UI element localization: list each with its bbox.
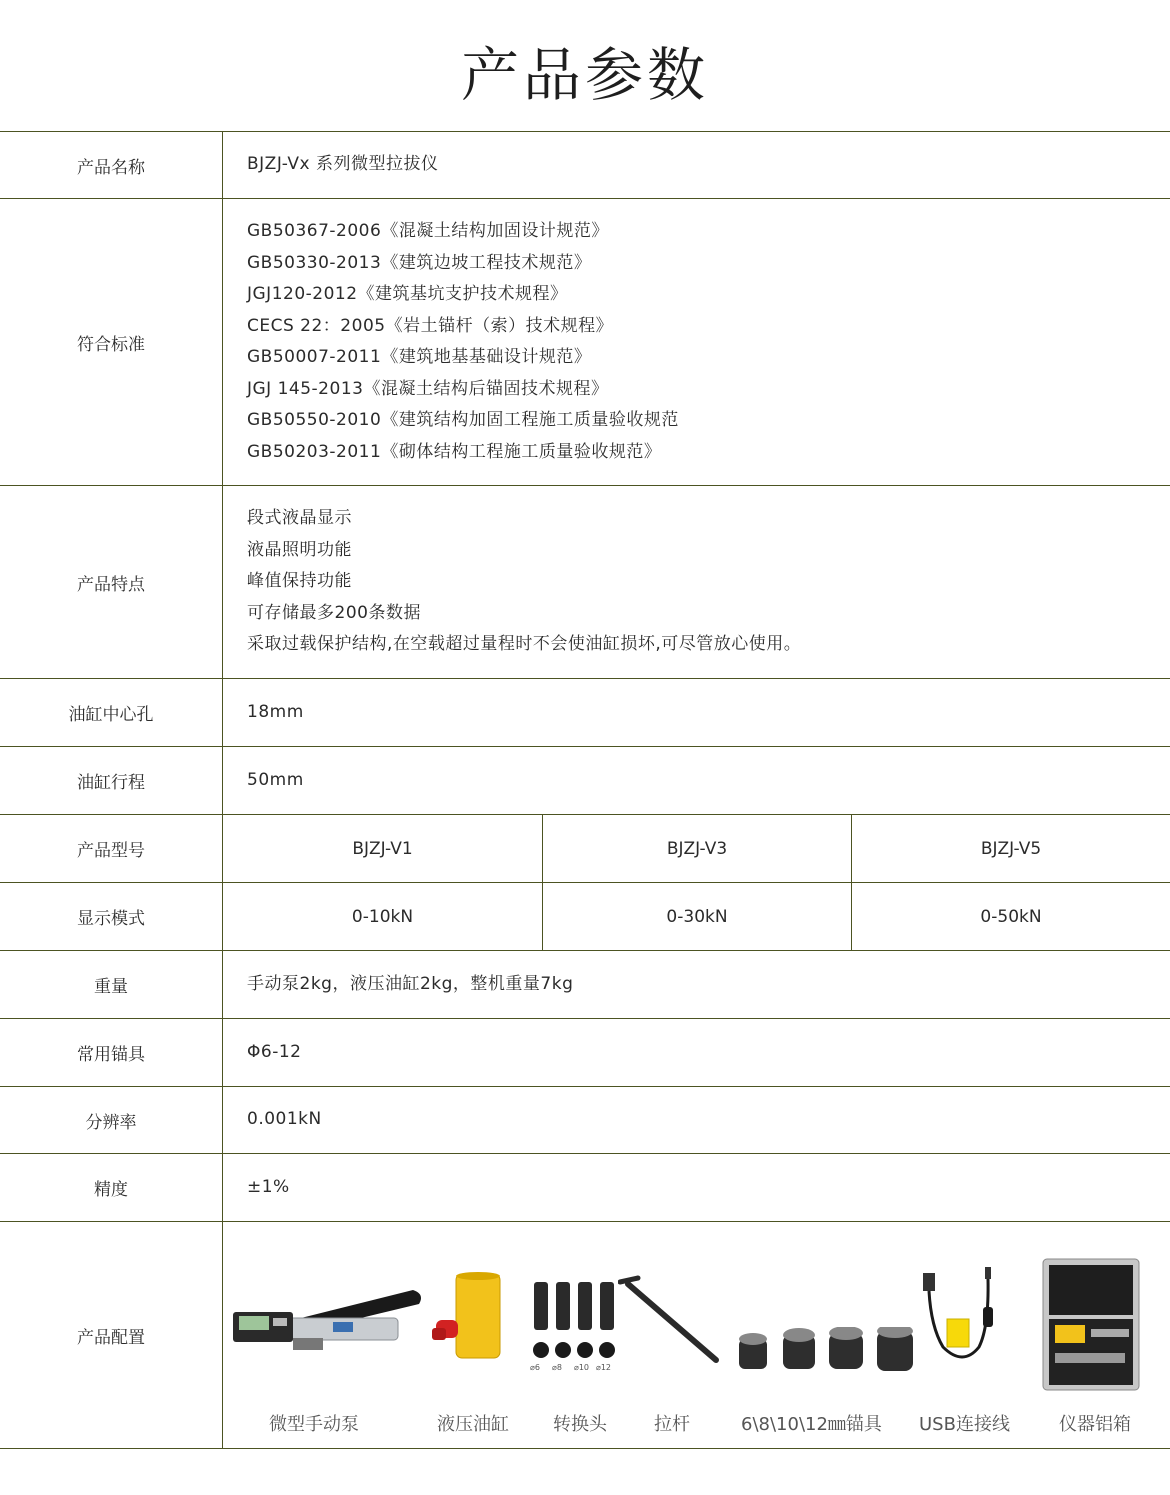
value-cylinder-stroke: 50mm	[247, 769, 304, 790]
aluminum-case-image	[1041, 1257, 1141, 1392]
label-cylinder-stroke: 油缸行程	[0, 747, 223, 814]
row-resolution	[0, 1086, 1170, 1153]
standard-item: GB50550-2010《建筑结构加固工程施工质量验收规范	[247, 410, 679, 430]
row-display-mode	[0, 882, 1170, 950]
page-title: 产品参数	[460, 41, 709, 109]
label-accuracy: 精度	[0, 1154, 223, 1221]
config-label-usb: USB连接线	[919, 1414, 1010, 1435]
config-gallery	[223, 1222, 1170, 1448]
label-cylinder-hole: 油缸中心孔	[0, 679, 223, 746]
standard-item: JGJ120-2012《建筑基坑支护技术规程》	[247, 284, 568, 304]
row-weight	[0, 950, 1170, 1018]
row-features	[0, 485, 1170, 678]
value-cylinder-hole: 18mm	[247, 701, 304, 722]
range-v5: 0-50kN	[980, 906, 1042, 927]
model-v1: BJZJ-V1	[223, 815, 543, 882]
adapter-size-12: ⌀12	[596, 1363, 611, 1372]
standard-item: GB50367-2006《混凝土结构加固设计规范》	[247, 221, 609, 241]
row-product-name	[0, 131, 1170, 198]
config-label-case: 仪器铝箱	[1059, 1414, 1131, 1435]
row-cylinder-hole	[0, 678, 1170, 746]
row-config	[0, 1221, 1170, 1449]
usb-cable-image	[923, 1267, 1003, 1372]
value-resolution: 0.001kN	[247, 1109, 322, 1130]
feature-item: 峰值保持功能	[247, 571, 352, 592]
model-v3: BJZJ-V3	[543, 815, 852, 882]
standard-item: GB50007-2011《建筑地基基础设计规范》	[247, 347, 592, 367]
hydraulic-cylinder-image	[428, 1272, 508, 1362]
model-v5: BJZJ-V5	[980, 838, 1042, 859]
label-anchor: 常用锚具	[0, 1019, 223, 1086]
spec-table	[0, 131, 1170, 1449]
label-weight: 重量	[0, 951, 223, 1018]
anchor-set-image	[735, 1327, 915, 1377]
label-product-name: 产品名称	[0, 132, 223, 198]
hand-pump-image	[233, 1282, 423, 1362]
label-display-mode: 显示模式	[0, 883, 223, 950]
adapter-size-10: ⌀10	[574, 1363, 589, 1372]
value-anchor: Φ6-12	[247, 1041, 302, 1062]
label-model: 产品型号	[0, 815, 223, 882]
value-accuracy: ±1%	[247, 1176, 290, 1197]
config-label-adapter: 转换头	[553, 1414, 607, 1435]
config-label-rod: 拉杆	[654, 1414, 690, 1435]
standard-item: CECS 22：2005《岩土锚杆（索）技术规程》	[247, 315, 614, 336]
row-cylinder-stroke	[0, 746, 1170, 814]
standard-item: GB50203-2011《砌体结构工程施工质量验收规范》	[247, 441, 662, 462]
range-v1: 0-10kN	[223, 883, 543, 950]
standard-item: GB50330-2013《建筑边坡工程技术规范》	[247, 252, 592, 273]
feature-item: 液晶照明功能	[247, 539, 352, 560]
label-features: 产品特点	[0, 486, 223, 678]
value-product-name: BJZJ-Vx 系列微型拉拔仪	[247, 154, 439, 175]
standard-item: JGJ 145-2013《混凝土结构后锚固技术规程》	[247, 378, 609, 399]
adapter-set-image	[528, 1280, 618, 1372]
adapter-size-8: ⌀8	[552, 1363, 562, 1372]
label-config: 产品配置	[0, 1222, 223, 1448]
row-standards	[0, 198, 1170, 485]
label-resolution: 分辨率	[0, 1087, 223, 1153]
feature-item: 采取过载保护结构,在空载超过量程时不会使油缸损坏,可尽管放心使用。	[247, 634, 802, 655]
pull-rod-image	[618, 1274, 723, 1369]
row-anchor	[0, 1018, 1170, 1086]
config-label-pump: 微型手动泵	[269, 1414, 359, 1435]
feature-item: 段式液晶显示	[247, 508, 352, 529]
row-accuracy	[0, 1153, 1170, 1221]
range-v3: 0-30kN	[543, 883, 852, 950]
adapter-size-6: ⌀6	[530, 1363, 540, 1372]
row-model	[0, 814, 1170, 882]
config-label-cylinder: 液压油缸	[437, 1414, 509, 1435]
feature-item: 可存储最多200条数据	[247, 602, 421, 623]
label-standards: 符合标准	[0, 199, 223, 485]
config-label-anchor: 6\8\10\12㎜锚具	[741, 1414, 882, 1435]
value-weight: 手动泵2kg，液压油缸2kg，整机重量7kg	[247, 973, 574, 994]
